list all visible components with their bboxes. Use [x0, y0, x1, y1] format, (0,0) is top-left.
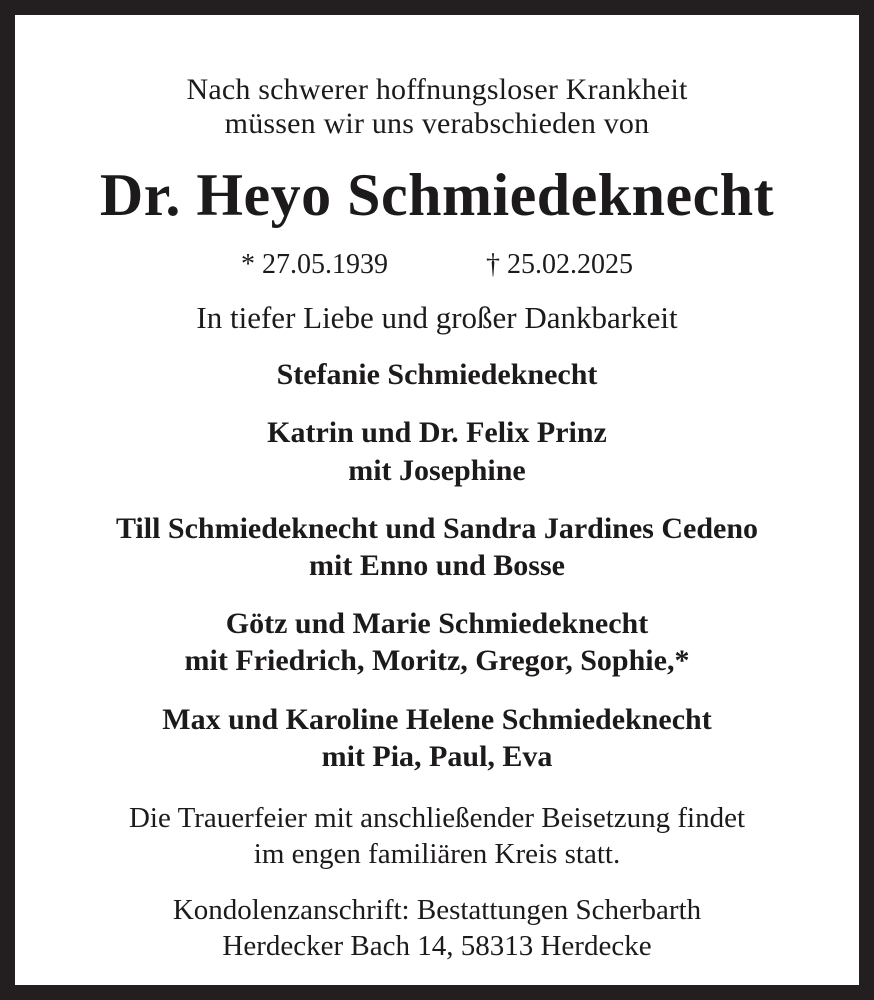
mourner-line: mit Friedrich, Moritz, Gregor, Sophie,* — [184, 644, 690, 678]
mourner-group-2 — [35, 414, 839, 488]
mourner-group-3 — [35, 510, 839, 584]
mourner-line: mit Josephine — [348, 453, 526, 487]
mourner-line: Till Schmiedeknecht und Sandra Jardines Cedeno — [115, 511, 759, 545]
mourner-line: Katrin und Dr. Felix Prinz — [267, 416, 607, 450]
mourner-group-5 — [35, 701, 839, 775]
obituary-notice — [15, 15, 859, 985]
mourner-line: Götz und Marie Schmiedeknecht — [225, 607, 649, 641]
life-dates — [35, 250, 839, 281]
mourner-line: Max und Karoline Helene Schmiedeknecht — [162, 702, 712, 736]
deceased-name: Dr. Heyo Schmiedeknecht — [99, 161, 775, 228]
death-date: † 25.02.2025 — [486, 248, 633, 280]
dedication-line: In tiefer Liebe und großer Dankbarkeit — [196, 299, 678, 335]
birth-date: * 27.05.1939 — [241, 248, 388, 280]
mourner-group-4 — [35, 605, 839, 679]
mourner-line: mit Pia, Paul, Eva — [321, 739, 553, 773]
funeral-line-2: im engen familiären Kreis statt. — [253, 837, 621, 870]
condolence-line-2: Herdecker Bach 14, 58313 Herdecke — [222, 929, 652, 962]
funeral-line-1: Die Trauerfeier mit anschließender Beisetzung findet — [128, 801, 746, 834]
condolence-line-1: Kondolenzanschrift: Bestattungen Scherbarth — [172, 893, 702, 926]
mourner-line: Stefanie Schmiedeknecht — [276, 358, 598, 392]
funeral-info — [35, 801, 839, 873]
mourner-group-1 — [35, 356, 839, 393]
condolence-info — [35, 893, 839, 965]
intro-line-1: Nach schwerer hoffnungsloser Krankheit — [186, 73, 688, 106]
intro-text — [35, 73, 839, 141]
intro-line-2: müssen wir uns verabschieden von — [224, 106, 650, 140]
mourners-list — [35, 356, 839, 775]
mourner-line: mit Enno und Bosse — [309, 548, 565, 582]
